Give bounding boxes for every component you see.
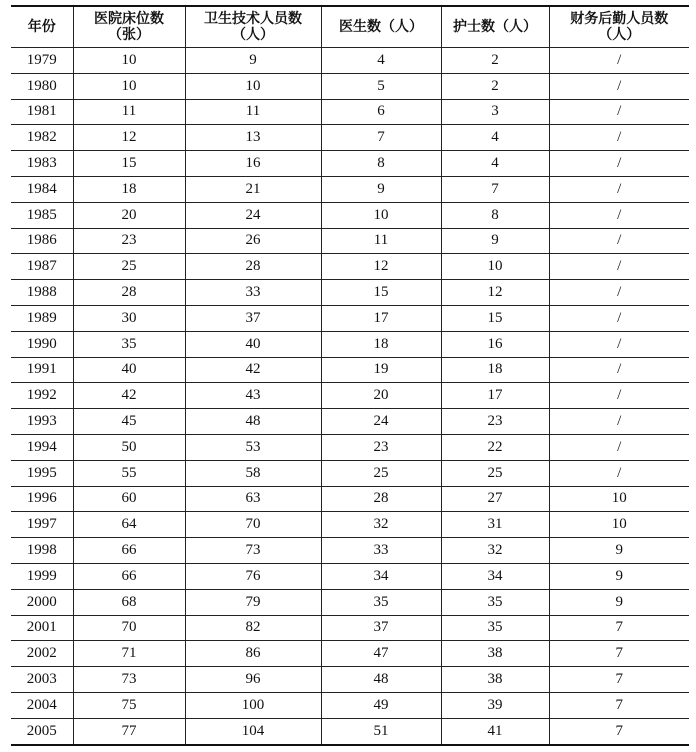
table-row <box>11 667 689 693</box>
table-cell-finance-logistics-staff: / <box>549 73 689 99</box>
table-row <box>11 460 689 486</box>
table-row <box>11 228 689 254</box>
table-row <box>11 331 689 357</box>
table-cell-hospital-beds: 18 <box>73 176 185 202</box>
table-cell-year: 1986 <box>11 228 73 254</box>
table-cell-finance-logistics-staff: / <box>549 125 689 151</box>
table-cell-doctors: 18 <box>321 331 441 357</box>
table-cell-year: 1992 <box>11 383 73 409</box>
table-row <box>11 512 689 538</box>
table-cell-nurses: 2 <box>441 48 549 74</box>
table-cell-health-tech-staff: 28 <box>185 254 321 280</box>
table-cell-doctors: 51 <box>321 718 441 744</box>
table-cell-hospital-beds: 35 <box>73 331 185 357</box>
table-row <box>11 641 689 667</box>
table-cell-health-tech-staff: 86 <box>185 641 321 667</box>
table-cell-year: 1994 <box>11 434 73 460</box>
table-cell-hospital-beds: 64 <box>73 512 185 538</box>
table-cell-year: 1989 <box>11 305 73 331</box>
table-cell-health-tech-staff: 24 <box>185 202 321 228</box>
table-cell-finance-logistics-staff: / <box>549 383 689 409</box>
table-cell-health-tech-staff: 96 <box>185 667 321 693</box>
table-cell-finance-logistics-staff: / <box>549 460 689 486</box>
table-row <box>11 151 689 177</box>
table-cell-year: 1988 <box>11 280 73 306</box>
table-row <box>11 202 689 228</box>
table-cell-hospital-beds: 70 <box>73 615 185 641</box>
table-row <box>11 718 689 744</box>
table-row <box>11 357 689 383</box>
table-cell-nurses: 4 <box>441 125 549 151</box>
table-cell-year: 1980 <box>11 73 73 99</box>
table-cell-nurses: 41 <box>441 718 549 744</box>
column-header-text: 年份 <box>27 19 56 35</box>
table-cell-finance-logistics-staff: / <box>549 280 689 306</box>
column-header-finance-logistics-staff <box>549 6 689 48</box>
table-cell-hospital-beds: 45 <box>73 409 185 435</box>
table-cell-health-tech-staff: 53 <box>185 434 321 460</box>
table-row <box>11 615 689 641</box>
table-row <box>11 125 689 151</box>
table-cell-finance-logistics-staff: 7 <box>549 718 689 744</box>
table-cell-year: 1979 <box>11 48 73 74</box>
table-cell-health-tech-staff: 58 <box>185 460 321 486</box>
table-cell-finance-logistics-staff: / <box>549 228 689 254</box>
table-cell-nurses: 25 <box>441 460 549 486</box>
table-cell-year: 2000 <box>11 589 73 615</box>
table-cell-finance-logistics-staff: 9 <box>549 589 689 615</box>
table-cell-health-tech-staff: 43 <box>185 383 321 409</box>
table-cell-doctors: 11 <box>321 228 441 254</box>
table-cell-year: 1999 <box>11 563 73 589</box>
table-cell-hospital-beds: 50 <box>73 434 185 460</box>
table-row <box>11 73 689 99</box>
table-cell-nurses: 10 <box>441 254 549 280</box>
table-cell-finance-logistics-staff: / <box>549 176 689 202</box>
table-cell-health-tech-staff: 63 <box>185 486 321 512</box>
column-header-text: 卫生技术人员数 <box>204 11 302 27</box>
column-header-year <box>11 6 73 48</box>
table-cell-hospital-beds: 71 <box>73 641 185 667</box>
table-cell-nurses: 35 <box>441 589 549 615</box>
column-header-text: 财务后勤人员数 <box>570 11 669 27</box>
table-cell-doctors: 23 <box>321 434 441 460</box>
table-cell-finance-logistics-staff: 7 <box>549 667 689 693</box>
table-row <box>11 589 689 615</box>
table-cell-finance-logistics-staff: / <box>549 434 689 460</box>
table-cell-doctors: 48 <box>321 667 441 693</box>
table-cell-nurses: 35 <box>441 615 549 641</box>
table-row <box>11 538 689 564</box>
table-cell-health-tech-staff: 73 <box>185 538 321 564</box>
table-cell-doctors: 9 <box>321 176 441 202</box>
table-row <box>11 563 689 589</box>
table-cell-doctors: 15 <box>321 280 441 306</box>
table-cell-doctors: 4 <box>321 48 441 74</box>
table-row <box>11 305 689 331</box>
table-cell-health-tech-staff: 40 <box>185 331 321 357</box>
table-cell-health-tech-staff: 76 <box>185 563 321 589</box>
table-cell-hospital-beds: 10 <box>73 48 185 74</box>
table-cell-doctors: 28 <box>321 486 441 512</box>
table-cell-nurses: 12 <box>441 280 549 306</box>
table-cell-nurses: 22 <box>441 434 549 460</box>
table-cell-nurses: 17 <box>441 383 549 409</box>
table-header-row <box>11 6 689 48</box>
table-cell-finance-logistics-staff: / <box>549 331 689 357</box>
table-cell-finance-logistics-staff: / <box>549 305 689 331</box>
table-cell-nurses: 15 <box>441 305 549 331</box>
column-header-text: （人） <box>598 27 641 43</box>
table-cell-year: 2001 <box>11 615 73 641</box>
column-header-doctors <box>321 6 441 48</box>
table-cell-health-tech-staff: 10 <box>185 73 321 99</box>
table-cell-nurses: 23 <box>441 409 549 435</box>
table-cell-health-tech-staff: 37 <box>185 305 321 331</box>
table-cell-finance-logistics-staff: 9 <box>549 538 689 564</box>
table-row <box>11 434 689 460</box>
table-cell-hospital-beds: 77 <box>73 718 185 744</box>
table-cell-nurses: 4 <box>441 151 549 177</box>
table-cell-nurses: 16 <box>441 331 549 357</box>
table-cell-year: 1995 <box>11 460 73 486</box>
table-cell-doctors: 25 <box>321 460 441 486</box>
table-cell-hospital-beds: 30 <box>73 305 185 331</box>
table-cell-finance-logistics-staff: 7 <box>549 615 689 641</box>
table-cell-health-tech-staff: 13 <box>185 125 321 151</box>
table-cell-nurses: 8 <box>441 202 549 228</box>
table-cell-health-tech-staff: 104 <box>185 718 321 744</box>
table-cell-finance-logistics-staff: / <box>549 48 689 74</box>
table-cell-nurses: 38 <box>441 667 549 693</box>
table-cell-hospital-beds: 55 <box>73 460 185 486</box>
table-cell-hospital-beds: 42 <box>73 383 185 409</box>
table-cell-hospital-beds: 23 <box>73 228 185 254</box>
table-row <box>11 254 689 280</box>
table-cell-nurses: 38 <box>441 641 549 667</box>
table-cell-finance-logistics-staff: / <box>549 254 689 280</box>
column-header-text: 医院床位数 <box>94 11 164 27</box>
table-cell-hospital-beds: 28 <box>73 280 185 306</box>
table-cell-hospital-beds: 20 <box>73 202 185 228</box>
table-cell-year: 2005 <box>11 718 73 744</box>
table-cell-doctors: 5 <box>321 73 441 99</box>
table-cell-doctors: 33 <box>321 538 441 564</box>
column-header-text: （人） <box>232 27 274 43</box>
table-cell-year: 2004 <box>11 692 73 718</box>
table-cell-hospital-beds: 66 <box>73 538 185 564</box>
table-cell-doctors: 7 <box>321 125 441 151</box>
table-cell-doctors: 47 <box>321 641 441 667</box>
table-cell-doctors: 20 <box>321 383 441 409</box>
table-cell-nurses: 34 <box>441 563 549 589</box>
table-cell-doctors: 17 <box>321 305 441 331</box>
table-cell-year: 1982 <box>11 125 73 151</box>
table-row <box>11 99 689 125</box>
table-cell-nurses: 32 <box>441 538 549 564</box>
table-cell-finance-logistics-staff: / <box>549 357 689 383</box>
table-row <box>11 486 689 512</box>
table-cell-finance-logistics-staff: 10 <box>549 486 689 512</box>
table-cell-health-tech-staff: 16 <box>185 151 321 177</box>
table-body <box>11 48 689 745</box>
table-cell-year: 1996 <box>11 486 73 512</box>
table-cell-health-tech-staff: 11 <box>185 99 321 125</box>
table-cell-health-tech-staff: 70 <box>185 512 321 538</box>
table-cell-year: 1981 <box>11 99 73 125</box>
table-cell-doctors: 24 <box>321 409 441 435</box>
table-cell-finance-logistics-staff: 9 <box>549 563 689 589</box>
table-row <box>11 48 689 74</box>
table-cell-hospital-beds: 68 <box>73 589 185 615</box>
table-cell-finance-logistics-staff: / <box>549 151 689 177</box>
table-cell-finance-logistics-staff: / <box>549 409 689 435</box>
table-cell-health-tech-staff: 26 <box>185 228 321 254</box>
table-cell-year: 1983 <box>11 151 73 177</box>
table-cell-health-tech-staff: 82 <box>185 615 321 641</box>
table-cell-hospital-beds: 11 <box>73 99 185 125</box>
table-cell-nurses: 39 <box>441 692 549 718</box>
table-cell-nurses: 31 <box>441 512 549 538</box>
table-cell-hospital-beds: 10 <box>73 73 185 99</box>
table-cell-doctors: 37 <box>321 615 441 641</box>
table-cell-finance-logistics-staff: / <box>549 99 689 125</box>
table-cell-nurses: 7 <box>441 176 549 202</box>
table-cell-year: 2002 <box>11 641 73 667</box>
table-cell-year: 1998 <box>11 538 73 564</box>
table-row <box>11 280 689 306</box>
table-cell-nurses: 9 <box>441 228 549 254</box>
table-cell-health-tech-staff: 48 <box>185 409 321 435</box>
table-cell-year: 1990 <box>11 331 73 357</box>
table-cell-doctors: 19 <box>321 357 441 383</box>
table-cell-hospital-beds: 75 <box>73 692 185 718</box>
table-cell-hospital-beds: 73 <box>73 667 185 693</box>
statistics-table <box>11 5 689 746</box>
table-cell-doctors: 10 <box>321 202 441 228</box>
table-row <box>11 176 689 202</box>
table-cell-doctors: 6 <box>321 99 441 125</box>
table-cell-health-tech-staff: 79 <box>185 589 321 615</box>
table-cell-health-tech-staff: 33 <box>185 280 321 306</box>
table-cell-year: 1985 <box>11 202 73 228</box>
table-cell-doctors: 8 <box>321 151 441 177</box>
column-header-hospital-beds <box>73 6 185 48</box>
table-cell-doctors: 35 <box>321 589 441 615</box>
table-cell-doctors: 32 <box>321 512 441 538</box>
table-cell-year: 1997 <box>11 512 73 538</box>
table-cell-finance-logistics-staff: 7 <box>549 641 689 667</box>
table-row <box>11 409 689 435</box>
table-cell-hospital-beds: 25 <box>73 254 185 280</box>
table-row <box>11 383 689 409</box>
table-cell-nurses: 3 <box>441 99 549 125</box>
table-cell-hospital-beds: 60 <box>73 486 185 512</box>
table-cell-nurses: 2 <box>441 73 549 99</box>
column-header-text: 护士数（人） <box>453 19 537 35</box>
table-cell-doctors: 49 <box>321 692 441 718</box>
table-cell-year: 1993 <box>11 409 73 435</box>
column-header-health-tech-staff <box>185 6 321 48</box>
table-cell-doctors: 12 <box>321 254 441 280</box>
table-cell-year: 2003 <box>11 667 73 693</box>
column-header-nurses <box>441 6 549 48</box>
table-cell-health-tech-staff: 100 <box>185 692 321 718</box>
table-row <box>11 692 689 718</box>
table-cell-finance-logistics-staff: / <box>549 202 689 228</box>
table-cell-hospital-beds: 66 <box>73 563 185 589</box>
table-cell-finance-logistics-staff: 7 <box>549 692 689 718</box>
table-cell-doctors: 34 <box>321 563 441 589</box>
table-cell-year: 1984 <box>11 176 73 202</box>
column-header-text: 医生数（人） <box>339 19 423 35</box>
table-cell-hospital-beds: 15 <box>73 151 185 177</box>
column-header-text: （张） <box>108 27 150 43</box>
table-cell-hospital-beds: 12 <box>73 125 185 151</box>
table-cell-finance-logistics-staff: 10 <box>549 512 689 538</box>
table-cell-year: 1991 <box>11 357 73 383</box>
table-cell-hospital-beds: 40 <box>73 357 185 383</box>
table-cell-health-tech-staff: 21 <box>185 176 321 202</box>
table-cell-health-tech-staff: 42 <box>185 357 321 383</box>
table-cell-nurses: 27 <box>441 486 549 512</box>
table-cell-year: 1987 <box>11 254 73 280</box>
table-cell-health-tech-staff: 9 <box>185 48 321 74</box>
table-cell-nurses: 18 <box>441 357 549 383</box>
